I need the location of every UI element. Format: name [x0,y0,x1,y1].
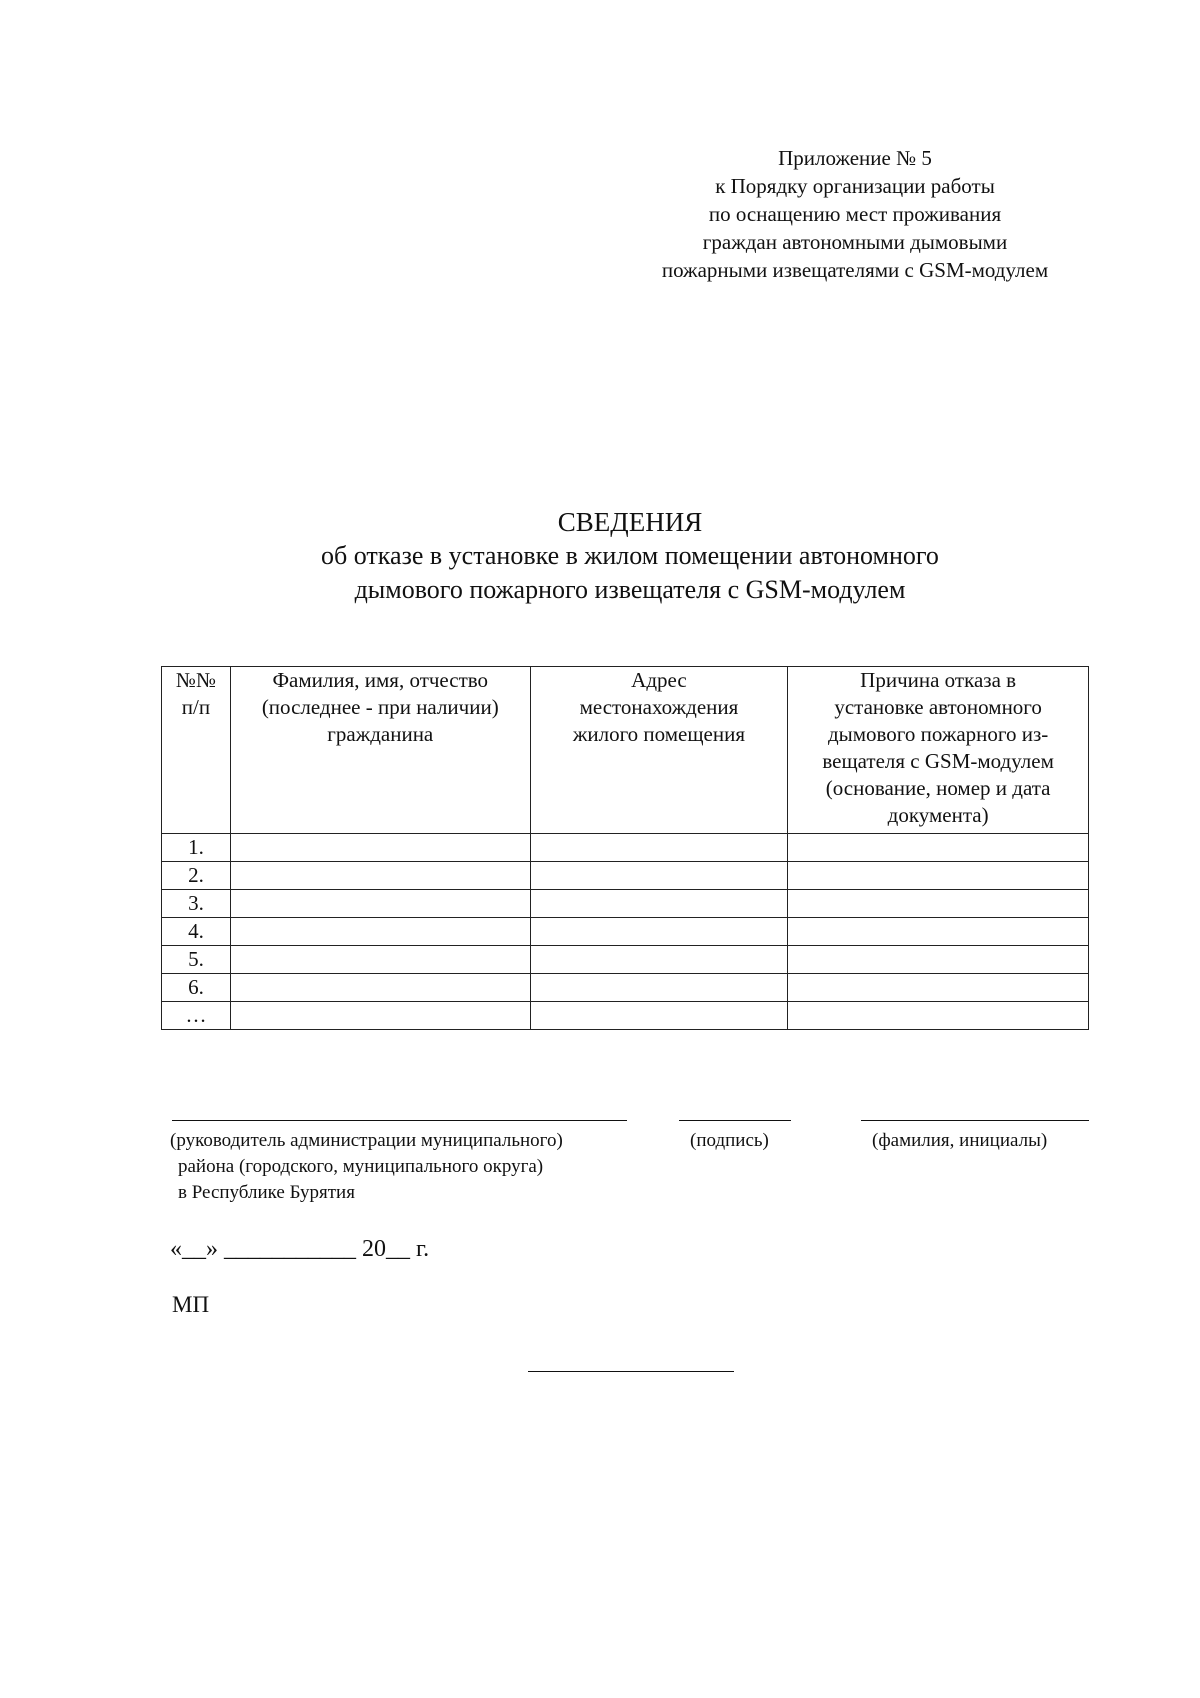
appendix-line: пожарными извещателями с GSM-модулем [661,258,1049,282]
appendix-line: Приложение № 5 [778,146,932,170]
cell-address[interactable] [530,918,788,946]
cell-refusal-reason[interactable] [788,862,1089,890]
title-subtitle-line: дымового пожарного извещателя с GSM-модулем [354,575,906,604]
cell-refusal-reason[interactable] [788,946,1089,974]
cell-full-name[interactable] [230,918,530,946]
row-number: 3. [162,890,231,918]
cell-address[interactable] [530,1002,788,1030]
appendix-line: по оснащению мест проживания [708,202,1002,226]
cell-full-name[interactable] [230,862,530,890]
cell-address[interactable] [530,890,788,918]
cell-refusal-reason[interactable] [788,974,1089,1002]
table-row [162,890,1089,918]
head-title-label: района (городского, муниципального округа) [178,1156,544,1177]
row-number: 2. [162,862,231,890]
header-number: №№ п/п [162,667,231,834]
table-header-row [162,667,1089,834]
cell-refusal-reason[interactable] [788,918,1089,946]
table-row [162,946,1089,974]
signature-line[interactable] [679,1120,791,1121]
document-end-divider [528,1371,734,1372]
head-title-label: (руководитель администрации муниципального) [170,1130,563,1151]
date-field[interactable]: «__» ___________ 20__ г. [170,1236,430,1262]
row-number: 4. [162,918,231,946]
cell-address[interactable] [530,862,788,890]
title-subtitle-line: об отказе в установке в жилом помещении автономного [321,541,939,570]
cell-full-name[interactable] [230,1002,530,1030]
head-signature-line[interactable] [172,1120,627,1121]
signature-label: (подпись) [690,1130,769,1151]
table-row [162,834,1089,862]
cell-full-name[interactable] [230,834,530,862]
appendix-line: граждан автономными дымовыми [702,230,1008,254]
cell-refusal-reason[interactable] [788,890,1089,918]
refusal-table [161,666,1089,1030]
cell-address[interactable] [530,946,788,974]
table-row [162,862,1089,890]
name-signature-line[interactable] [861,1120,1089,1121]
cell-full-name[interactable] [230,890,530,918]
row-number: 1. [162,834,231,862]
header-address: Адрес местонахождения жилого помещения [530,667,788,834]
appendix-line: к Порядку организации работы [715,174,995,198]
row-number: … [162,1002,231,1030]
table-row [162,918,1089,946]
cell-address[interactable] [530,974,788,1002]
name-label: (фамилия, инициалы) [872,1130,1048,1151]
title-main: СВЕДЕНИЯ [557,507,703,537]
row-number: 6. [162,974,231,1002]
cell-full-name[interactable] [230,946,530,974]
table-row [162,1002,1089,1030]
header-full-name: Фамилия, имя, отчество (последнее - при наличии) гражданина [230,667,530,834]
stamp-place-label: МП [172,1292,210,1317]
header-refusal-reason: Причина отказа в установке автономного дымового пожарного из- вещателя с GSM-модулем (основание, номер и дата документа) [788,667,1089,834]
document-title [200,505,1060,607]
appendix-header [620,144,1090,284]
row-number: 5. [162,946,231,974]
head-title-label: в Республике Бурятия [178,1182,355,1203]
cell-refusal-reason[interactable] [788,1002,1089,1030]
table-row [162,974,1089,1002]
cell-full-name[interactable] [230,974,530,1002]
cell-address[interactable] [530,834,788,862]
cell-refusal-reason[interactable] [788,834,1089,862]
